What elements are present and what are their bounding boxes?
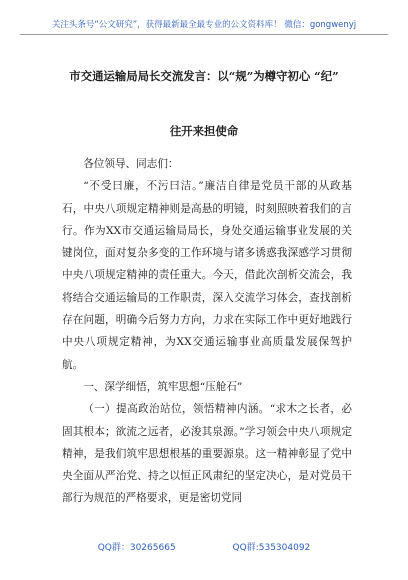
document-title-line-1: 市交通运输局局长交流发言：以“规”为樽守初心 “纪” [69,69,339,83]
page-header-banner: 关注头条号“公文研究”，获得最新最全最专业的公文资料库！ 微信：gongwenyj [20,18,388,35]
document-body [62,153,352,510]
document-title-line-2: 往开来担使命 [169,124,239,138]
footer-qq-group-1: QQ群：30265665 [97,543,176,553]
paragraph-1-1: （一）提高政治站位，领悟精神内涵。“求木之长者，必固其根本；欲流之远者，必浚其泉源。”学习领会中央八项规定精神，是我们筑牢思想根基的重要源泉。这一精神彰显了党中央全面从严治党、持之以恒正风肃纪的坚定决心，是对党员干部行为规范的严格要求，更是密切党同 [62,403,352,505]
page-footer [0,540,408,553]
section-heading-1: 一、深学细悟，筑牢思想“压舱石” [83,380,243,393]
paragraph-intro: “不受曰廉，不污曰洁。”廉洁自律是党员干部的从政基石，中央八项规定精神则是高悬的明镜，时刻照映着我们的言行。作为XX市交通运输局局长，身处交通运输事业发展的关键岗位，面对复杂多变的工作环境与诸多诱惑我深感学习贯彻中央八项规定精神的责任重大。今天，借此次剖析交流会，我将结合交通运输局的工作职责，深入交流学习体会，查找剖析存在问题，明确今后努力方向，力求在实际工作中更好地践行中央八项规定精神，为XX交通运输事业高质量发展保驾护航。 [62,180,352,371]
footer-qq-group-2: QQ群:535304092 [232,543,311,553]
salutation: 各位领导、同志们： [83,158,179,170]
